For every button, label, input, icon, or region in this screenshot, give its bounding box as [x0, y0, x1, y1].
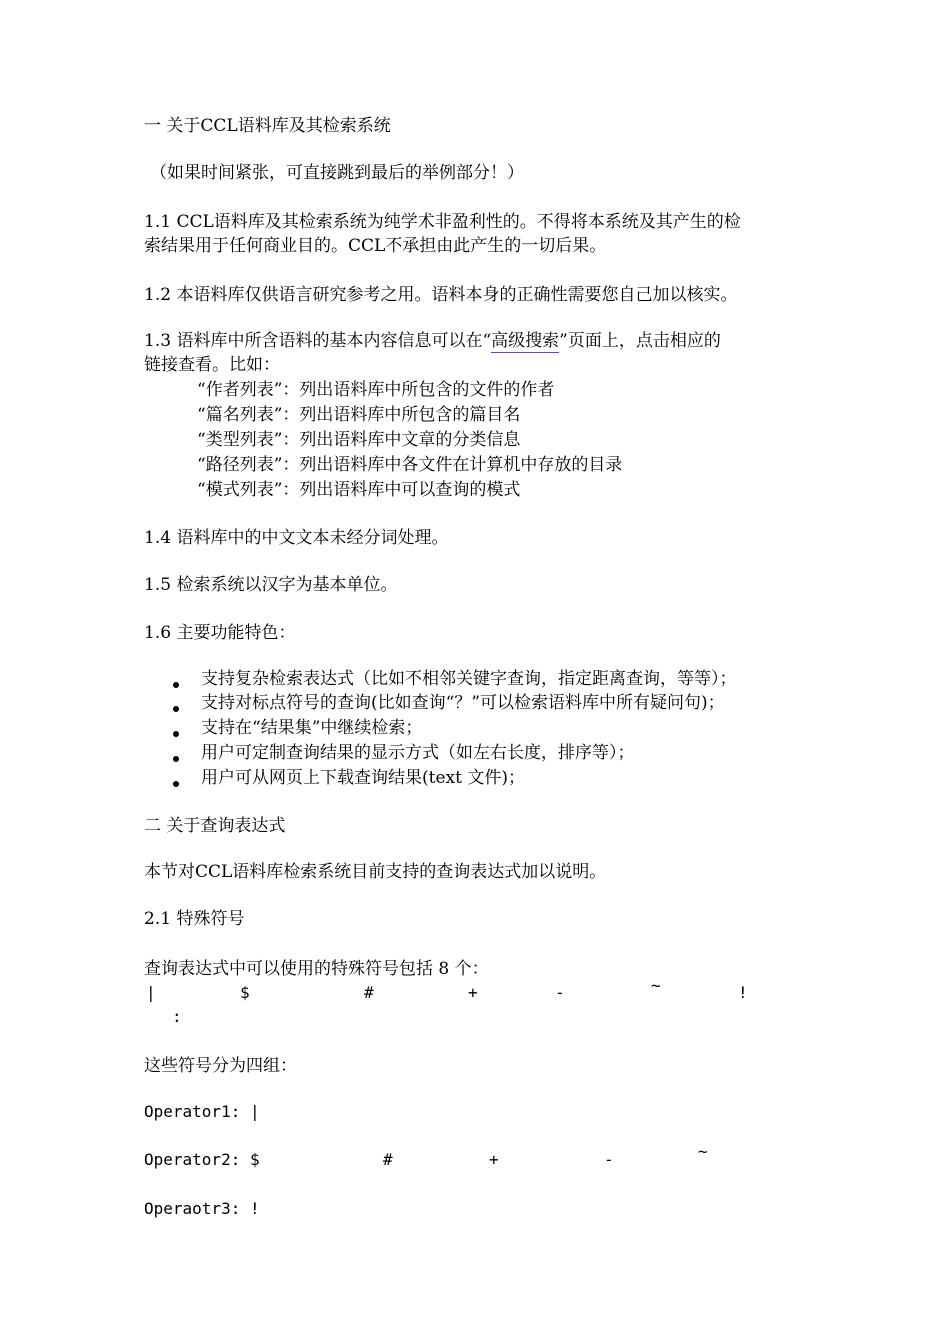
- advanced-search-link[interactable]: 高级搜索: [491, 331, 560, 351]
- list-item-pattern: “模式列表”：列出语料库中可以查询的模式: [197, 480, 521, 500]
- bullet-icon: [173, 706, 179, 712]
- operator2-minus: -: [604, 1150, 614, 1169]
- symbol-exclamation: !: [738, 983, 748, 1002]
- symbol-tilde: ~: [651, 976, 661, 995]
- bullet-icon: [173, 682, 179, 688]
- symbol-minus: -: [555, 983, 565, 1002]
- list-item-type: “类型列表”：列出语料库中文章的分类信息: [197, 430, 521, 450]
- operator2-line: Operator2: $: [144, 1150, 260, 1169]
- operator3-line: Operaotr3: !: [144, 1199, 260, 1218]
- section1-heading: 一 关于CCL语料库及其检索系统: [144, 116, 391, 136]
- list-item-title: “篇名列表”：列出语料库中所包含的篇目名: [197, 405, 521, 425]
- subsection-2-1: 2.1 特殊符号: [144, 909, 245, 929]
- paragraph-1-4: 1.4 语料库中的中文文本未经分词处理。: [144, 528, 449, 548]
- document-page: 一 关于CCL语料库及其检索系统 （如果时间紧张，可直接跳到最后的举例部分！） 1.1 CCL语料库及其检索系统为纯学术非盈利性的。不得将本系统及其产生的检 索结果用于任何商业目的。CCL不承担由此产生的一切后果。 1.2 本语料库仅供语言研究参考之用。语料本身的正确性需要您自己加以核实。 1.3 语料库中所含语料的基本内容信息可以在“高级搜索”页面上，点击相应的 链接查看。比如： “作者列表”：列出语料库中所包含的文件的作者 “篇名列表”：列出语料库中所包含的篇目名 “类型列表”：列出语料库中文章的分类信息 “路径列表”：列出语料库中各文件在计算机中存放的目录 “模式列表”：列出语料库中可以查询的模式 1.4 语料库中的中文文本未经分词处理。 1.5 检索系统以汉字为基本单位。 1.6 主要功能特色： 支持复杂检索表达式（比如不相邻关键字查询，指定距离查询，等等）； 支持对标点符号的查询(比如查询“？”可以检索语料库中所有疑问句)； 支持在“结果集”中继续检索； 用户可定制查询结果的显示方式（如左右长度，排序等）； 用户可从网页上下载查询结果(text 文件)； 二 关于查询表达式 本节对CCL语料库检索系统目前支持的查询表达式加以说明。 2.1 特殊符号 查询表达式中可以使用的特殊符号包括 8 个： | $ # + - ~ ! : 这些符号分为四组： Operator1: | Operator2: $ # + - ~ Operaotr3: !: [0, 0, 950, 1344]
- paragraph-1-6: 1.6 主要功能特色：: [144, 623, 296, 643]
- paragraph-1-3-line1: [144, 329, 721, 353]
- symbol-pipe: |: [146, 983, 156, 1002]
- list-item-path: “路径列表”：列出语料库中各文件在计算机中存放的目录: [197, 455, 623, 475]
- paragraph-1-2: 1.2 本语料库仅供语言研究参考之用。语料本身的正确性需要您自己加以核实。: [144, 285, 738, 305]
- groups-intro: 这些符号分为四组：: [144, 1056, 297, 1076]
- bullet-icon: [173, 781, 179, 787]
- symbol-colon: :: [172, 1007, 182, 1026]
- paragraph-1-1-line2: 索结果用于任何商业目的。CCL不承担由此产生的一切后果。: [144, 236, 607, 256]
- symbol-dollar: $: [240, 983, 250, 1002]
- bullet-icon: [173, 756, 179, 762]
- operator2-tilde: ~: [698, 1142, 708, 1161]
- operator2-hash: #: [383, 1150, 393, 1169]
- bullet-icon: [173, 731, 179, 737]
- paragraph-1-5: 1.5 检索系统以汉字为基本单位。: [144, 575, 398, 595]
- operator1-line: Operator1: |: [144, 1102, 260, 1121]
- paragraph-1-3-before: 1.3 语料库中所含语料的基本内容信息可以在“: [144, 331, 492, 351]
- list-item-author: “作者列表”：列出语料库中所包含的文件的作者: [197, 380, 555, 400]
- operator2-plus: +: [489, 1150, 499, 1169]
- symbol-plus: +: [468, 983, 478, 1002]
- time-note: （如果时间紧张，可直接跳到最后的举例部分！）: [150, 163, 524, 183]
- paragraph-1-3-after: ”页面上，点击相应的: [559, 331, 721, 351]
- section2-heading: 二 关于查询表达式: [144, 816, 286, 836]
- symbols-intro: 查询表达式中可以使用的特殊符号包括 8 个：: [144, 959, 489, 979]
- symbol-hash: #: [364, 983, 374, 1002]
- paragraph-1-1-line1: 1.1 CCL语料库及其检索系统为纯学术非盈利性的。不得将本系统及其产生的检: [144, 212, 741, 232]
- paragraph-1-3-line2: 链接查看。比如：: [144, 355, 280, 375]
- section2-intro: 本节对CCL语料库检索系统目前支持的查询表达式加以说明。: [144, 862, 607, 882]
